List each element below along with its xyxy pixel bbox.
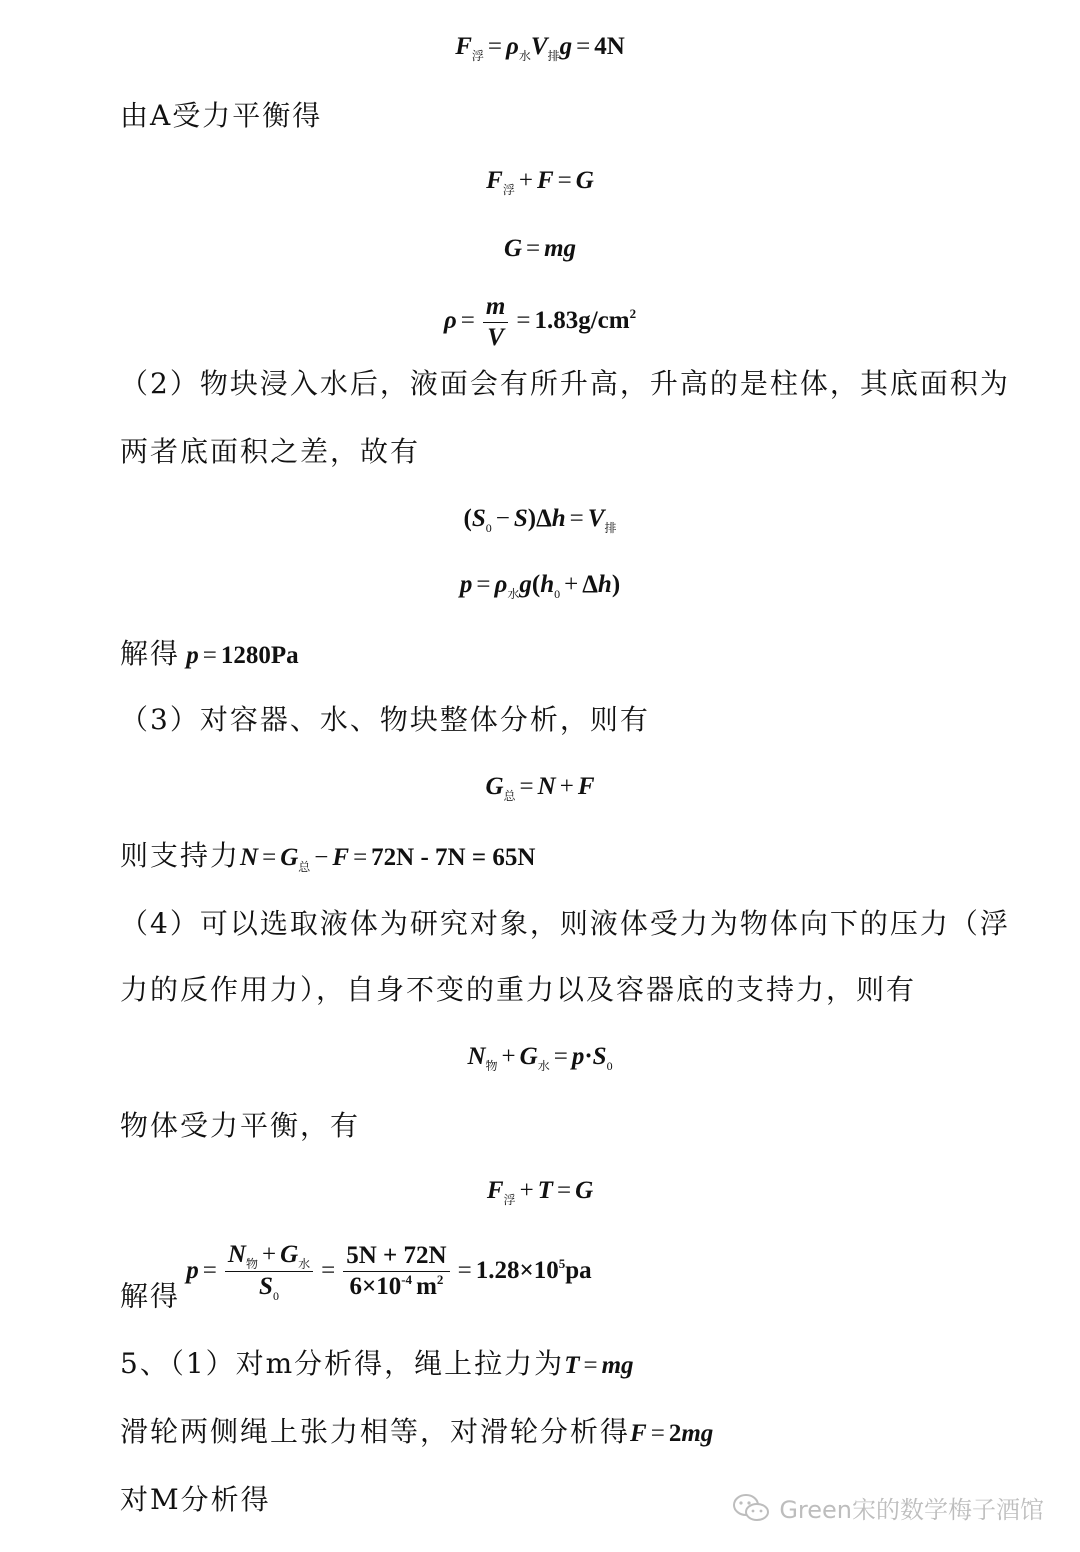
fraction: $\frac{N_物 + G_水}{S_0}$ (225, 1240, 313, 1304)
equation-total-weight: $G_总 = N + F$ (485, 773, 595, 803)
equation-force-balance: $F_浮 + F = G$ (486, 167, 594, 197)
text-line: 物体受力平衡，有 (120, 1109, 361, 1142)
fraction: $\frac{5N + 72N}{6\times 10^{-4} m^2}$ (343, 1241, 449, 1302)
text-line-with-formula: 解得 p = $\frac{N_物 + G_水}{S_0}$ = $\frac{5N + 72N}{6\times 10^{-4} m^2}$ = $1.28\times 10^5pa$ (120, 1241, 592, 1313)
text-line: 由A受力平衡得 (120, 99, 323, 132)
text-line-with-formula: 解得 p = 1280Pa (120, 637, 299, 670)
text-line: 对M分析得 (120, 1483, 271, 1516)
wechat-icon (731, 1493, 771, 1523)
text-line: （3）对容器、水、物块整体分析，则有 (120, 703, 650, 736)
text-line: 力的反作用力），自身不变的重力以及容器底的支持力，则有 (120, 973, 917, 1006)
text-line-with-formula: 滑轮两侧绳上张力相等，对滑轮分析得F = 2mg (120, 1415, 714, 1448)
watermark-text: Green宋的数学梅子酒馆 (779, 1496, 1044, 1524)
equation-volume: $(S_0 - S)\Delta h = V_排$ (463, 505, 617, 535)
equation-buoyancy: $F_浮 = \rho_水V_排g = 4N$ (455, 33, 625, 63)
text-line: 两者底面积之差，故有 (120, 435, 421, 468)
text-line-with-formula: 5、（1）对m分析得，绳上拉力为T = mg (120, 1347, 634, 1380)
fraction: $\frac{m}{V}$ (483, 292, 508, 353)
text-line: （2）物块浸入水后，液面会有所升高，升高的是柱体，其底面积为 (120, 367, 1010, 400)
equation-pressure: $p = \rho_水g(h_0 + \Delta h)$ (459, 571, 621, 601)
equation-object-balance: $F_浮 + T = G$ (486, 1177, 594, 1207)
equation-weight: G = mg (503, 235, 577, 262)
equation-density: ρ = $\frac{m}{V}$ = $1.83g/cm^2$ (443, 293, 637, 351)
text-line: （4）可以选取液体为研究对象，则液体受力为物体向下的压力（浮 (120, 907, 1010, 940)
text-line-with-formula: 则支持力$N = G_总 - F = 72N - 7N = 65N$ (120, 839, 536, 874)
equation-liquid-balance: $N_物 + G_水 = p\cdot S_0$ (467, 1043, 613, 1073)
watermark (731, 1490, 1044, 1525)
